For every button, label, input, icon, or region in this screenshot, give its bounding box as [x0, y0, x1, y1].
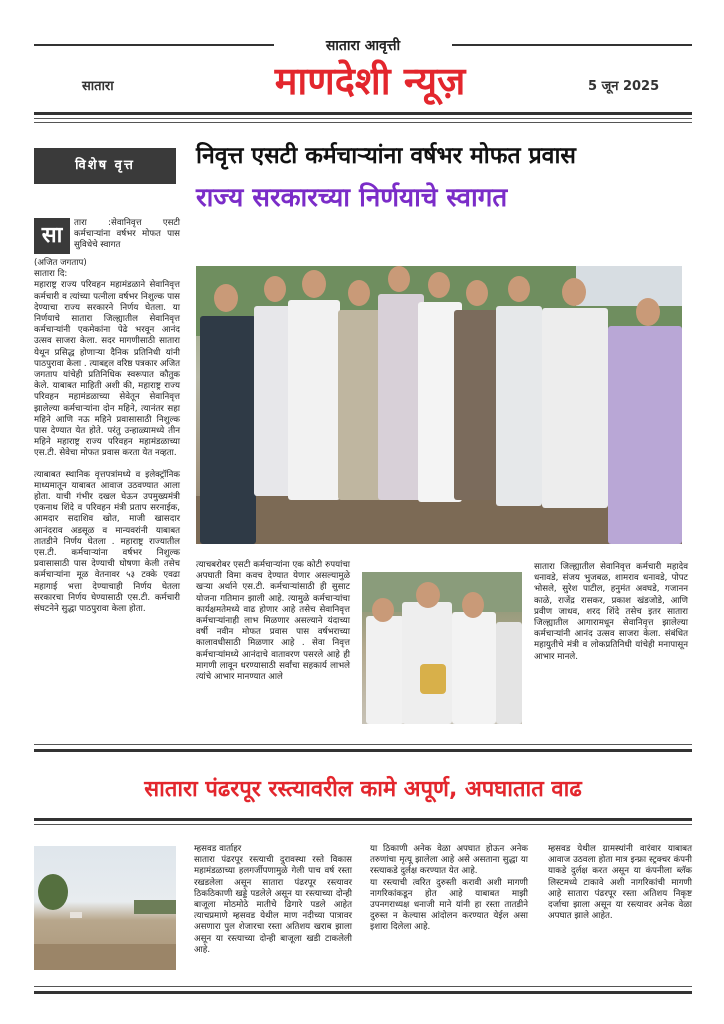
section-divider-bottom: [34, 818, 692, 821]
place-label: सातारा: [82, 79, 114, 94]
section-kicker: विशेष वृत्त: [34, 148, 176, 184]
person-figure: [402, 602, 452, 724]
section2-headline: सातारा पंढरपूर रस्त्यावरील कामे अपूर्ण, अपघातात वाढ: [144, 777, 582, 802]
person-head: [428, 272, 450, 298]
right-column: सातारा जिल्ह्यातील सेवानिवृत्त कर्मचारी महादेव धनावडे, संजय भुजबळ, शामराव धनावडे, पोपट भोसले, सुरेश पाटील, हनुमंत अवघडे, गजानन काळे, राजेंद्र रासकर, प्रकाश खंडजोडे, आणि प्रवीण जाधव, शरद शिंदे तसेच इतर सातारा जिल्ह्यातील आगारामधून सेवानिवृत्त झालेल्या कर्मचाऱ्यांनी आनंद उत्सव साजरा केला. संबंधित महायुतीचे मंत्री व लोकप्रतिनिधी यांचेही मनापासून आभार मानले.: [534, 562, 688, 662]
person-head: [562, 278, 586, 306]
person-head: [372, 598, 394, 622]
photo-dirt-road: [34, 944, 176, 970]
edition-label: सातारा आवृत्ती: [325, 38, 401, 54]
person-head: [636, 298, 660, 326]
person-head: [462, 592, 484, 618]
person-figure: [366, 616, 404, 724]
person-head: [508, 276, 530, 302]
person-figure: [452, 612, 496, 724]
person-figure: [496, 306, 542, 506]
person-head: [302, 270, 326, 298]
main-photo: [196, 266, 682, 544]
s2-column-2: या ठिकाणी अनेक वेळा अपघात होऊन अनेक तरुणांचा मृत्यू झालेला आहे असे असताना सुद्धा या रस्त्याकडे दुर्लक्ष करण्यात येत आहे. या रस्त्याची त्वरित दुरुस्ती करावी अशी मागणी नागरिकांकडून होत आहे याबाबत माझी उपनगराध्यक्ष धनाजी माने यांनी हा रस्ता तातडीने दुरुस्त न केल्यास आंदोलन करण्यात येईल असा इशारा दिलेला आहे.: [370, 844, 528, 933]
header-divider: [34, 112, 692, 115]
person-figure: [288, 300, 340, 500]
drop-cap: सा: [34, 218, 70, 254]
person-head: [416, 582, 440, 608]
person-head: [348, 280, 370, 306]
section-divider-top-thick: [34, 749, 692, 752]
road-photo: [34, 846, 176, 970]
sweets-box: [420, 664, 446, 694]
person-head: [466, 280, 488, 306]
person-figure: [608, 326, 682, 544]
section-divider-bottom-thin: [34, 824, 692, 825]
person-figure: [542, 308, 608, 508]
photo-bushes: [134, 900, 176, 914]
header-divider-thin: [34, 118, 692, 119]
person-figure: [496, 622, 522, 724]
photo-tree: [38, 874, 68, 910]
s2-column-3: म्हसवड येथील ग्रामस्थांनी वारंवार याबाबत आवाज उठवला होता मात्र इन्फ्रा स्ट्रक्चर कंपनी याकडे दुर्लक्ष करत असून या कंपनीला ब्लॅक लिस्टमध्ये टाकावे अशी नागरिकांची मागणी आहे सातारा पंढरपूर रस्ता अतिशय निकृष्ट दर्जाचा झाला असून या रस्त्यावर अनेक वेळा अपघात झाले आहेत.: [548, 844, 692, 922]
date-label: 5 जून 2025: [588, 79, 660, 94]
lead-text: तारा :सेवानिवृत्त एसटी कर्मचाऱ्यांना वर्षभर मोफत पास सुविधेचे स्वागत: [74, 218, 180, 251]
middle-column: त्याचबरोबर एसटी कर्मचाऱ्यांना एक कोटी रुपयांचा अपघाती विमा कवच देण्यात येणार असल्यामुळे खऱ्या अर्थाने एस.टी. कर्मचाऱ्यांसाठी ही सुसाट योजना गतिमान झाली आहे. त्यामुळे कर्मचाऱ्यांचा कार्यक्षमतेमध्ये वाढ होणार आहे तसेच सेवानिवृत्त कर्मचाऱ्यांनाही लाभ मिळणार असल्याने यंदाच्या वर्षी नवीन मोफत प्रवास पास वर्षभराच्या कालावधीसाठी मिळणार आहे . सेवा निवृत्त कर्मचाऱ्यांमध्ये आनंदाचे वातावरण पसरले आहे ही मागणी लावून धरण्यासाठी सर्वांचा सहकार्य लाभले त्यांचे आभार मानण्यात आले: [196, 560, 350, 683]
body-paragraph-1: (अजित जगताप) सातारा दि: महाराष्ट्र राज्य परिवहन महामंडळाने सेवानिवृत्त कर्मचारी व त्यांच्या पत्नीला वर्षभर निशुल्क पास देण्याचा राज्य सरकारने निर्णय घेतला. या निर्णयाचे सातारा जिल्ह्यातील सेवानिवृत्त कर्मचाऱ्यांनी एकमेकांना पेढे भरवून आनंद उत्सव साजरा केला. सदर मागणीसाठी सातारा येथून प्रसिद्ध होणाऱ्या दैनिक प्रतिनिधी यांनी पाठपुरावा केला . त्याबद्दल वरिष्ठ पत्रकार अजित जगताप यांचेही प्रतिनिधिक स्वरूपात कौतुक केले. याबाबत माहिती अशी की, महाराष्ट्र राज्य परिवहन महामंडळाच्या सेवेतून सेवानिवृत्त झालेल्या कर्मचाऱ्यांना दोन महिने, त्यानंतर सहा महिने आणि नऊ महिने प्रवासासाठी निशुल्क पास देण्यात येत होते. परंतु उन्हाळ्यामध्ये तीन महिने महाराष्ट्र राज्य परिवहन महामंडळाच्या एस.टी. सेवेचा मोफत प्रवास करता येत नव्हता.: [34, 258, 180, 459]
headline-main: निवृत्त एसटी कर्मचाऱ्यांना वर्षभर मोफत प्रवास: [196, 143, 576, 169]
left-column: [34, 218, 180, 738]
section-divider-top: [34, 744, 692, 745]
header-rule-left: [34, 44, 274, 46]
header-rule-right: [452, 44, 692, 46]
person-head: [214, 284, 238, 312]
footer-rule-thin: [34, 986, 692, 987]
s2-column-1: म्हसवड वार्ताहर सातारा पंढरपूर रस्त्याची दुरावस्था रस्ते विकास महामंडळाच्या हलगर्जीपणामुळे गेली पाच वर्ष रस्ता रखडलेला असून सातारा पंढरपूर रस्त्यावर ठिकठिकाणी खड्डे पडलेले असून या रस्त्याच्या दोन्ही बाजूला मोठमोठे मातीचे ढिगारे पडले आहेत त्याचप्रमाणे म्हसवड येथील माण नदीच्या पात्रावर असणारा पुल शेजारचा रस्ता अतिशय खराब झाला असून या रस्त्याच्या दोन्ही बाजूला खडी टाकलेली आहे.: [194, 844, 352, 955]
person-figure: [454, 310, 502, 500]
person-head: [264, 276, 286, 302]
header-divider-thin-2: [34, 122, 692, 123]
person-head: [388, 266, 410, 292]
photo-vehicle: [70, 912, 82, 918]
body-paragraph-2: त्याबाबत स्थानिक वृत्तपत्रांमध्ये व इलेक्ट्रॉनिक माध्यमातून याबाबत आवाज उठवण्यात आला होता. याची गंभीर दखल घेऊन उपमुख्यमंत्री एकनाथ शिंदे व परिवहन मंत्री प्रताप सरनाईक, आमदार सदाशिव खोत, माजी खासदार आनंदराव अडसूळ व मान्यवरांनी याबाबत तातडीने निर्णय घेतला . महाराष्ट्र राज्यातील एस.टी. कर्मचाऱ्यांना वर्षभर निशुल्क प्रवासासाठी पास देण्याची घोषणा केली तसेच कर्मचाऱ्यांना मूळ वेतनावर ५३ टक्के एवढा महागाई भत्ता देण्याचाही निर्णय घेतला सरकारचा निर्णय घेण्यासाठी एस.टी. कर्मचारी संघटनेने सुद्धा पाठपुरावा केला होता.: [34, 469, 180, 615]
headline-sub: राज्य सरकारच्या निर्णयाचे स्वागत: [196, 183, 508, 213]
footer-rule-thick: [34, 991, 692, 994]
person-figure: [200, 316, 256, 544]
second-photo: [362, 572, 522, 724]
photo-vehicle: [576, 266, 682, 306]
masthead-title: माणदेशी न्यूज़: [274, 59, 466, 103]
